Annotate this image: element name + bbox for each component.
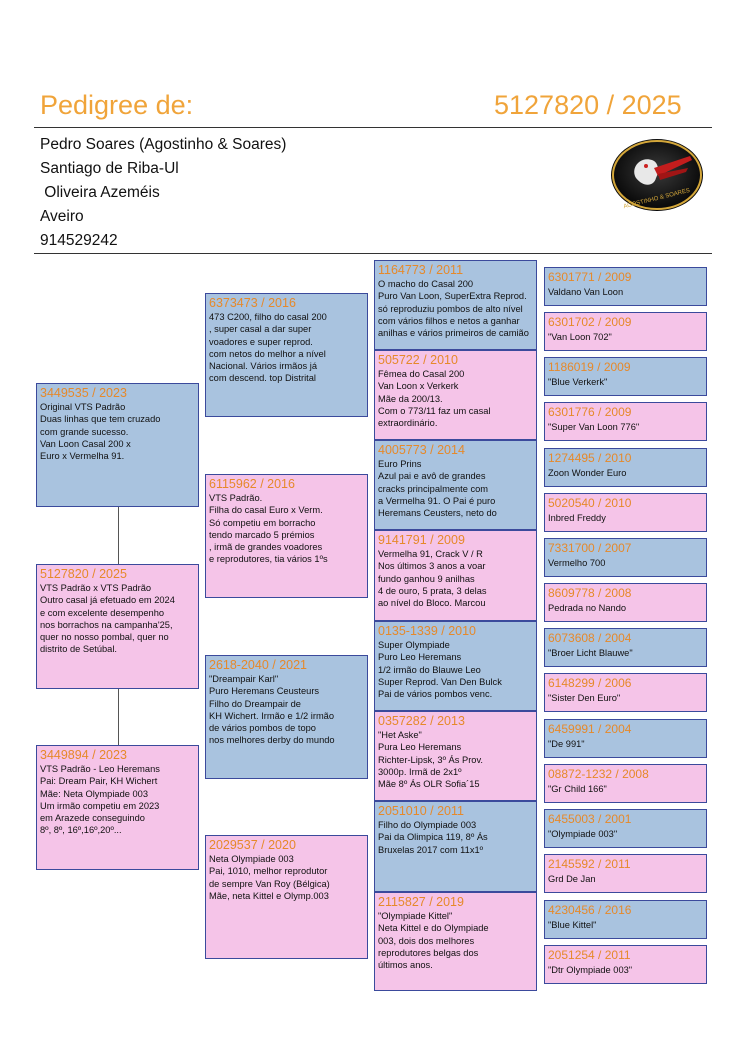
pigeon-description: "Het Aske" Pura Leo Heremans Richter-Lipsk, 3º Ás Prov. 3000p. Irmã de 2x1º Mãe 8º Ás OLR Sofia´15 bbox=[378, 730, 484, 790]
pigeon-description: Grd De Jan bbox=[548, 874, 596, 884]
pigeon-description: "Broer Licht Blauwe" bbox=[548, 648, 633, 658]
gen4-box-10 bbox=[544, 673, 707, 712]
ring-number: 1274495 / 2010 bbox=[548, 451, 632, 465]
ring-number: 08872-1232 / 2008 bbox=[548, 767, 649, 781]
connector-subject-dam bbox=[118, 689, 119, 745]
pigeon-description: Vermelha 91, Crack V / R Nos últimos 3 anos a voar fundo ganhou 9 anilhas 4 de ouro, 5 prata, 3 delas ao nível do Bloco. Marcou bbox=[378, 549, 487, 609]
pigeon-description: VTS Padrão. Filha do casal Euro x Verm. Só competiu em borracho tendo marcado 5 prémios , irmã de grandes voadores e reprodutores, tia vários 1ºs bbox=[209, 493, 328, 565]
ring-number: 6301702 / 2009 bbox=[548, 315, 632, 329]
ring-number: 2051010 / 2011 bbox=[378, 804, 464, 818]
svg-text:AGOSTINHO & SOARES: AGOSTINHO & SOARES bbox=[622, 187, 691, 211]
sire-sire-box bbox=[205, 293, 368, 417]
gen3-box-4 bbox=[374, 530, 537, 621]
pigeon-description: "Van Loon 702" bbox=[548, 332, 612, 342]
owner-district: Aveiro bbox=[40, 208, 84, 225]
pigeon-description: VTS Padrão - Leo Heremans Pai: Dream Pair, KH Wichert Mãe: Neta Olympiade 003 Um irmão competiu em 2023 em Arazede conseguindo 8º, 8º, 16º,16º,20º... bbox=[40, 764, 160, 836]
ring-number: 9141791 / 2009 bbox=[378, 533, 465, 547]
header-rule bbox=[34, 127, 712, 128]
owner-name: Pedro Soares (Agostinho & Soares) bbox=[40, 136, 287, 153]
owner-rule bbox=[34, 253, 712, 254]
pigeon-description: O macho do Casal 200 Puro Van Loon, SuperExtra Reprod. só reproduziu pombos de alto nível com vários filhos e netos a ganhar anilhas e vários primeiros de camião bbox=[378, 279, 529, 339]
ring-number: 2051254 / 2011 bbox=[548, 948, 631, 962]
ring-number: 2115827 / 2019 bbox=[378, 895, 464, 909]
dam-dam-box bbox=[205, 835, 368, 959]
ring-number: 6373473 / 2016 bbox=[209, 296, 296, 310]
ring-number: 3449535 / 2023 bbox=[40, 386, 127, 400]
ring-number: 6073608 / 2004 bbox=[548, 631, 632, 645]
gen4-box-13 bbox=[544, 809, 707, 848]
gen4-box-5 bbox=[544, 448, 707, 487]
pigeon-description: "Blue Verkerk" bbox=[548, 377, 608, 387]
owner-phone: 914529242 bbox=[40, 232, 118, 249]
pigeon-description: Inbred Freddy bbox=[548, 513, 606, 523]
gen4-box-7 bbox=[544, 538, 707, 577]
ring-number: 3449894 / 2023 bbox=[40, 748, 127, 762]
ring-number: 6301771 / 2009 bbox=[548, 270, 632, 284]
pigeon-description: "Dtr Olympiade 003" bbox=[548, 965, 633, 975]
ring-number: 8609778 / 2008 bbox=[548, 586, 632, 600]
owner-city: Oliveira Azeméis bbox=[40, 184, 160, 201]
loft-logo-image bbox=[610, 138, 704, 212]
gen3-box-5 bbox=[374, 621, 537, 711]
ring-number: 6459991 / 2004 bbox=[548, 722, 632, 736]
gen3-box-6 bbox=[374, 711, 537, 801]
ring-number: 6115962 / 2016 bbox=[209, 477, 295, 491]
pigeon-description: "Olympiade Kittel" Neta Kittel e do Olympiade 003, dois dos melhores reprodutores belgas dos últimos anos. bbox=[378, 911, 489, 971]
gen4-box-3 bbox=[544, 357, 707, 396]
ring-number: 6148299 / 2006 bbox=[548, 676, 632, 690]
pigeon-description: Euro Prins Azul pai e avô de grandes cracks principalmente com a Vermelha 91. O Pai é puro Heremans Ceusters, neto do bbox=[378, 459, 497, 519]
gen4-box-1 bbox=[544, 267, 707, 306]
gen4-box-6 bbox=[544, 493, 707, 532]
ring-number: 1164773 / 2011 bbox=[378, 263, 464, 277]
ring-number: 4005773 / 2014 bbox=[378, 443, 465, 457]
pigeon-description: Original VTS Padrão Duas linhas que tem cruzado com grande sucesso. Van Loon Casal 200 x Euro x Vermelha 91. bbox=[40, 402, 161, 462]
pigeon-description: "De 991" bbox=[548, 739, 585, 749]
pigeon-description: Valdano Van Loon bbox=[548, 287, 624, 297]
gen3-box-1 bbox=[374, 260, 537, 350]
ring-number: 2618-2040 / 2021 bbox=[209, 658, 308, 672]
pigeon-description: "Sister Den Euro" bbox=[548, 693, 621, 703]
sire-dam-box bbox=[205, 474, 368, 598]
sire-box bbox=[36, 383, 199, 507]
dam-sire-box bbox=[205, 655, 368, 779]
dam-box bbox=[36, 745, 199, 870]
header-ring-number: 5127820 / 2025 bbox=[494, 90, 682, 120]
ring-number: 505722 / 2010 bbox=[378, 353, 458, 367]
ring-number: 2145592 / 2011 bbox=[548, 857, 631, 871]
pigeon-description: Fêmea do Casal 200 Van Loon x Verkerk Mãe da 200/13. Com o 773/11 faz um casal extraordinário. bbox=[378, 369, 491, 429]
pedigree-title: Pedigree de: bbox=[40, 90, 194, 120]
ring-number: 2029537 / 2020 bbox=[209, 838, 296, 852]
gen4-box-16 bbox=[544, 945, 707, 984]
pigeon-description: "Dreampair Karl" Puro Heremans Ceusteurs Filho do Dreampair de KH Wichert. Irmão e 1/2 irmão de vários pombos de topo nos melhores derby do mundo bbox=[209, 674, 335, 746]
owner-parish: Santiago de Riba-Ul bbox=[40, 160, 179, 177]
ring-number: 6455003 / 2001 bbox=[548, 812, 632, 826]
gen4-box-11 bbox=[544, 719, 707, 758]
pigeon-description: "Super Van Loon 776" bbox=[548, 422, 640, 432]
pigeon-description: Super Olympiade Puro Leo Heremans 1/2 irmão do Blauwe Leo Super Reprod. Van Den Bulck Pai de vários pombos venc. bbox=[378, 640, 502, 700]
gen3-box-7 bbox=[374, 801, 537, 892]
gen4-box-4 bbox=[544, 402, 707, 441]
pigeon-description: Vermelho 700 bbox=[548, 558, 606, 568]
ring-number: 6301776 / 2009 bbox=[548, 405, 632, 419]
pigeon-description: Filho do Olympiade 003 Pai da Olimpica 119, 8º Ás Bruxelas 2017 com 11x1º bbox=[378, 820, 488, 855]
pigeon-description: 473 C200, filho do casal 200 , super casal a dar super voadores e super reprod. com netos do melhor a nível Nacional. Vários irmãos já com descend. top Distrital bbox=[209, 312, 327, 384]
connector-sire-subject bbox=[118, 507, 119, 564]
gen4-box-8 bbox=[544, 583, 707, 622]
subject-box bbox=[36, 564, 199, 689]
pigeon-description: Zoon Wonder Euro bbox=[548, 468, 627, 478]
gen3-box-2 bbox=[374, 350, 537, 440]
gen3-box-3 bbox=[374, 440, 537, 530]
pigeon-description: "Olympiade 003" bbox=[548, 829, 618, 839]
gen4-box-14 bbox=[544, 854, 707, 893]
gen4-box-9 bbox=[544, 628, 707, 667]
pigeon-description: "Blue Kittel" bbox=[548, 920, 597, 930]
gen4-box-15 bbox=[544, 900, 707, 939]
ring-number: 0135-1339 / 2010 bbox=[378, 624, 477, 638]
pigeon-description: Pedrada no Nando bbox=[548, 603, 627, 613]
gen4-box-12 bbox=[544, 764, 707, 803]
ring-number: 0357282 / 2013 bbox=[378, 714, 465, 728]
pigeon-description: Neta Olympiade 003 Pai, 1010, melhor reprodutor de sempre Van Roy (Bélgica) Mãe, neta Kittel e Olymp.003 bbox=[209, 854, 330, 901]
ring-number: 7331700 / 2007 bbox=[548, 541, 632, 555]
pigeon-description: VTS Padrão x VTS Padrão Outro casal já efetuado em 2024 e com excelente desempenho nos borrachos na campanha'25, quer no nosso pombal, quer no distrito de Setúbal. bbox=[40, 583, 175, 655]
pigeon-description: "Gr Child 166" bbox=[548, 784, 607, 794]
ring-number: 1186019 / 2009 bbox=[548, 360, 631, 374]
gen3-box-8 bbox=[374, 892, 537, 991]
ring-number: 4230456 / 2016 bbox=[548, 903, 632, 917]
ring-number: 5127820 / 2025 bbox=[40, 567, 127, 581]
gen4-box-2 bbox=[544, 312, 707, 351]
ring-number: 5020540 / 2010 bbox=[548, 496, 632, 510]
